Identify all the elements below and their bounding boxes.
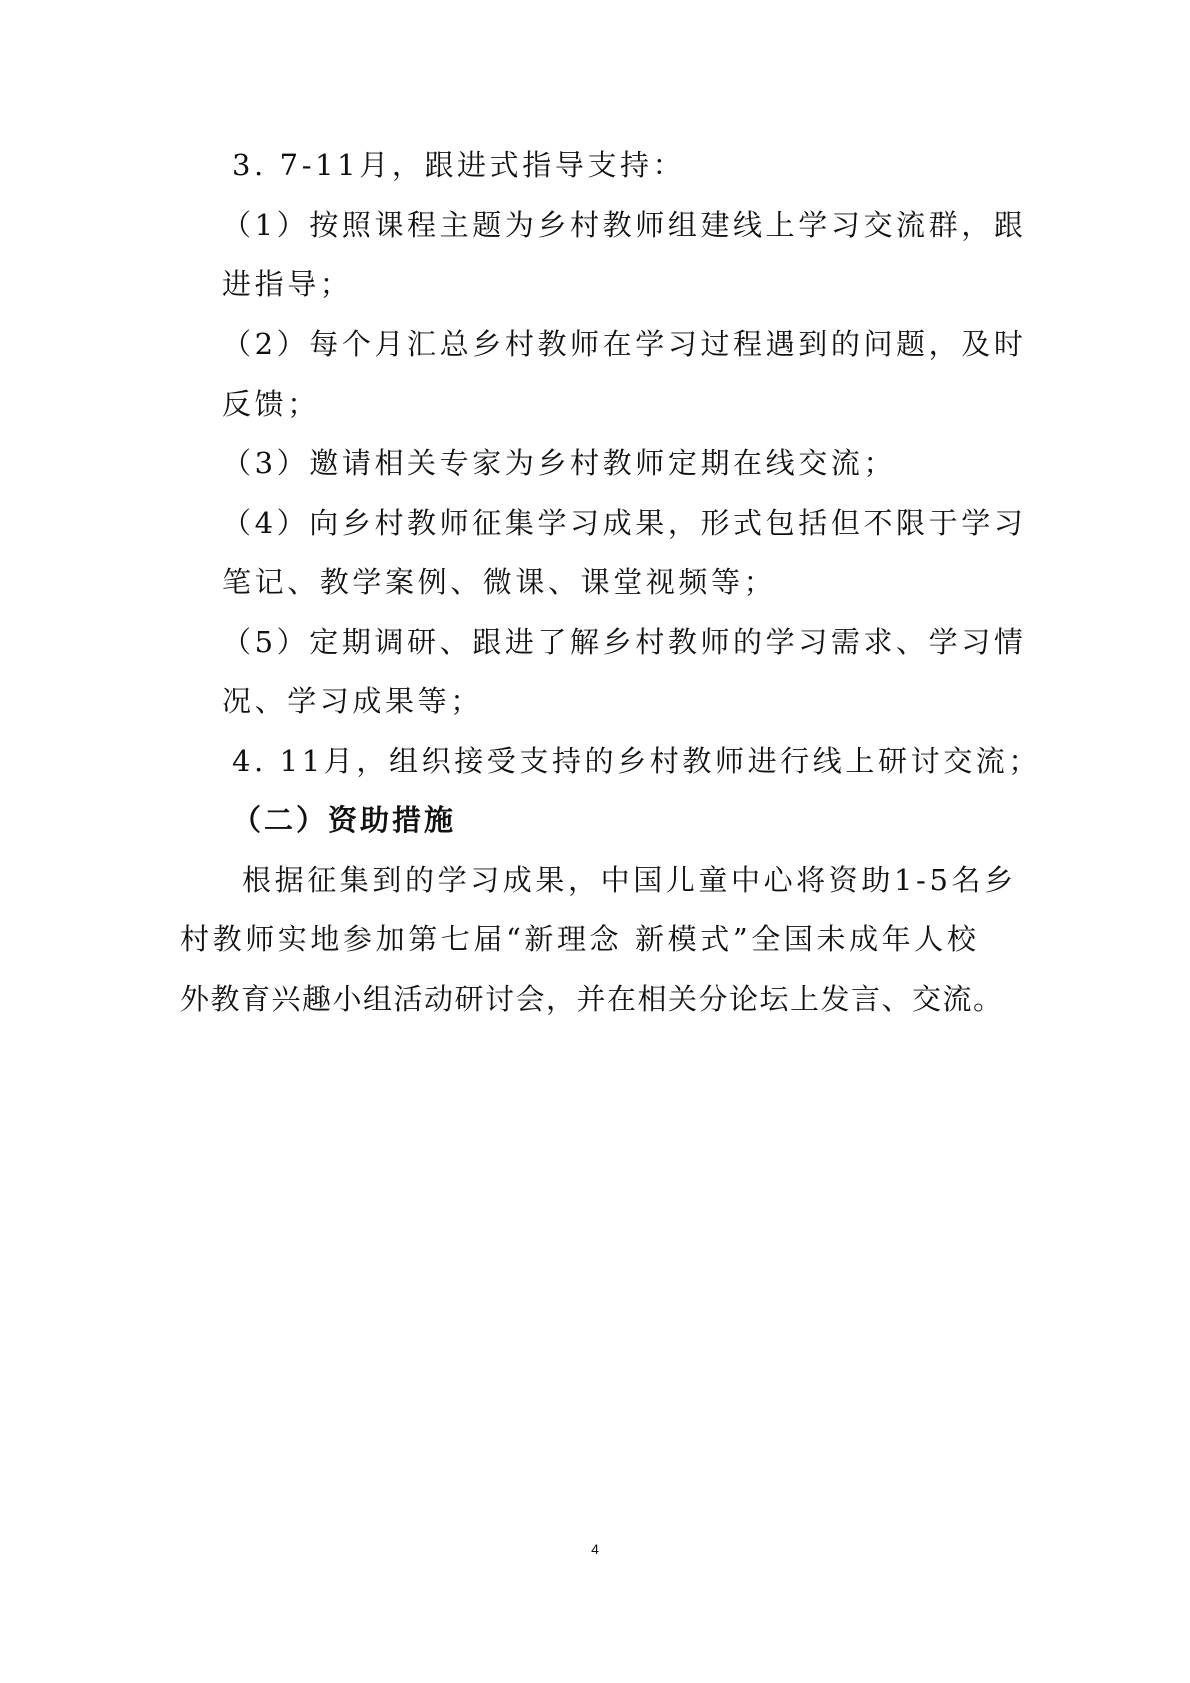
- list-item-step-4: 4. 11月，组织接受支持的乡村教师进行线上研讨交流；: [232, 744, 1041, 778]
- section-heading: （二）资助措施: [232, 803, 457, 837]
- list-item-sub-2-line-1: （2）每个月汇总乡村教师在学习过程遇到的问题，及时: [222, 327, 1027, 361]
- list-item-sub-4-line-1: （4）向乡村教师征集学习成果，形式包括但不限于学习: [222, 506, 1027, 540]
- list-item-sub-4-line-2: 笔记、教学案例、微课、课堂视频等；: [222, 565, 777, 599]
- paragraph-line-3: 外教育兴趣小组活动研讨会，并在相关分论坛上发言、交流。: [180, 982, 1004, 1016]
- list-item-sub-1-line-1: （1）按照课程主题为乡村教师组建线上学习交流群，跟: [222, 208, 1027, 242]
- list-item-sub-2-line-2: 反馈；: [222, 387, 320, 421]
- page-number: 4: [591, 1541, 599, 1557]
- list-item-sub-5-line-2: 况、学习成果等；: [222, 684, 483, 718]
- list-item-sub-3: （3）邀请相关专家为乡村教师定期在线交流；: [222, 446, 897, 480]
- list-item-sub-1-line-2: 进指导；: [222, 267, 353, 301]
- paragraph-line-2: 村教师实地参加第七届“新理念 新模式”全国未成年人校: [180, 922, 980, 956]
- paragraph-line-1: 根据征集到的学习成果，中国儿童中心将资助1-5名乡: [242, 863, 1017, 897]
- list-item-sub-5-line-1: （5）定期调研、跟进了解乡村教师的学习需求、学习情: [222, 625, 1027, 659]
- list-item-step-3: 3. 7-11月，跟进式指导支持：: [232, 148, 686, 182]
